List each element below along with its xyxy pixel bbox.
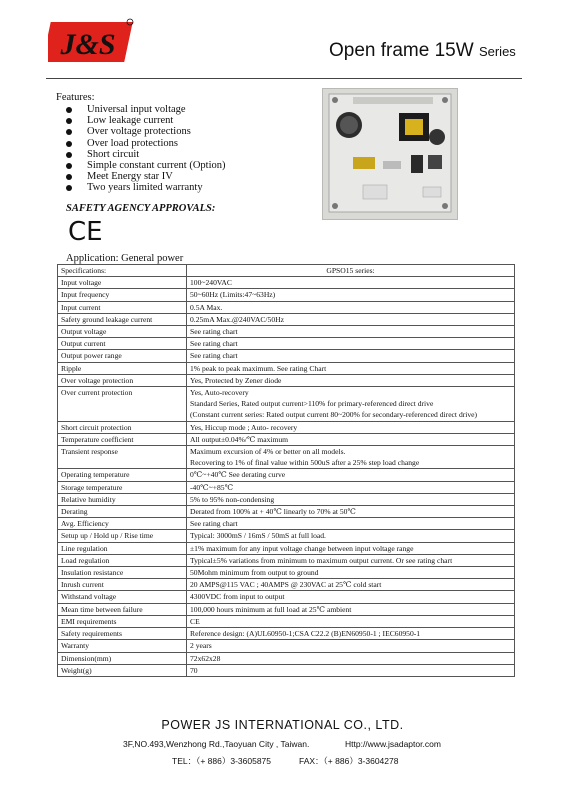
spec-value	[187, 664, 515, 676]
mounting-hole-icon	[332, 203, 338, 209]
spec-value	[187, 301, 515, 313]
feature-item	[62, 138, 226, 149]
spec-label: Safety requirements	[58, 628, 187, 640]
spec-value	[187, 542, 515, 554]
table-row	[58, 603, 515, 615]
logo-text: J&S	[60, 28, 116, 61]
spec-value	[187, 446, 515, 469]
feature-item	[62, 182, 226, 193]
table-row	[58, 277, 515, 289]
title-main: Open frame 15W	[329, 40, 479, 61]
table-row	[58, 289, 515, 301]
spec-table-body	[58, 265, 515, 677]
bullet-icon	[66, 107, 72, 113]
resistor-icon	[383, 161, 401, 169]
table-row	[58, 387, 515, 422]
spec-value-line: All output±0.04%/℃ maximum	[190, 434, 289, 444]
bullet-icon	[66, 129, 72, 135]
spec-value	[187, 350, 515, 362]
spec-value	[187, 628, 515, 640]
spec-value-line: 0.5A Max.	[190, 302, 223, 312]
spec-value-line: 70	[190, 665, 198, 675]
spec-label: Storage temperature	[58, 481, 187, 493]
spec-label: Output power range	[58, 350, 187, 362]
spec-label: Mean time between failure	[58, 603, 187, 615]
connector-icon	[363, 185, 387, 199]
spec-value	[187, 421, 515, 433]
spec-value	[187, 652, 515, 664]
bullet-icon	[66, 174, 72, 180]
table-row	[58, 446, 515, 469]
table-row	[58, 567, 515, 579]
spec-value	[187, 615, 515, 627]
spec-value	[187, 506, 515, 518]
table-row	[58, 326, 515, 338]
spec-value-line: -40℃~+85℃	[190, 482, 234, 492]
spec-value	[187, 362, 515, 374]
feature-item	[62, 160, 226, 171]
x-capacitor-icon	[353, 157, 375, 169]
spec-value-line: 4300VDC from input to output	[190, 592, 285, 602]
spec-value-line: Maximum excursion of 4% or better on all models.	[190, 447, 346, 457]
spec-value-line: 5% to 95% non-condensing	[190, 494, 275, 504]
spec-value	[187, 289, 515, 301]
company-fax: FAX：（+ 886）3-3604278	[299, 756, 399, 766]
spec-label: Over current protection	[58, 387, 187, 422]
spec-value-line: 50~60Hz (Limits:47~63Hz)	[190, 290, 276, 300]
table-row	[58, 338, 515, 350]
bullet-icon	[66, 118, 72, 124]
spec-header-value: GPSO15 series:	[187, 265, 515, 277]
spec-label: Input frequency	[58, 289, 187, 301]
spec-value-line: 2 years	[190, 641, 212, 651]
output-capacitor-icon	[429, 129, 445, 145]
table-row	[58, 350, 515, 362]
spec-label: Withstand voltage	[58, 591, 187, 603]
ce-mark-text: CE	[68, 218, 103, 244]
title-series: Series	[478, 44, 516, 59]
spec-value-line: See rating chart	[190, 351, 238, 361]
spec-value-line: Typical±5% variations from minimum to maximum output current. Or see rating chart	[190, 555, 453, 565]
spec-value-line: Yes, Protected by Zener diode	[190, 375, 282, 385]
table-row	[58, 313, 515, 325]
spec-value	[187, 374, 515, 386]
spec-value-line: 0℃~+40℃ See derating curve	[190, 470, 286, 480]
spec-label: Inrush current	[58, 579, 187, 591]
feature-text: Two years limited warranty	[87, 182, 203, 194]
table-row	[58, 301, 515, 313]
spec-value	[187, 567, 515, 579]
spec-label: Load regulation	[58, 554, 187, 566]
spec-value	[187, 313, 515, 325]
bullet-icon	[66, 141, 72, 147]
spec-value	[187, 518, 515, 530]
features-list	[62, 104, 226, 194]
feature-text: Over load protections	[87, 137, 178, 149]
table-row	[58, 554, 515, 566]
table-row	[58, 591, 515, 603]
spec-label: Short circuit protection	[58, 421, 187, 433]
spec-value-line: Recovering to 1% of final value within 500uS after a 25% step load change	[190, 458, 420, 468]
diode-icon	[411, 155, 423, 173]
spec-value-line: 20 AMPS@115 VAC ; 40AMPS @ 230VAC at 25℃ cold start	[190, 580, 382, 590]
spec-value	[187, 530, 515, 542]
feature-text: Universal input voltage	[87, 104, 186, 115]
spec-label: Input current	[58, 301, 187, 313]
spec-value-line: See rating chart	[190, 339, 238, 349]
spec-value	[187, 338, 515, 350]
capacitor-top-icon	[340, 116, 358, 134]
table-row	[58, 481, 515, 493]
spec-value-line: 0.25mA Max.@240VAC/50Hz	[190, 314, 284, 324]
table-row	[58, 579, 515, 591]
pcb-silkscreen	[353, 97, 433, 104]
spec-value-line: Standard Series, Rated output current>110% for primary-referenced direct drive	[190, 399, 434, 409]
feature-item	[62, 104, 226, 115]
company-url[interactable]: Http://www.jsadaptor.com	[345, 739, 441, 749]
spec-value-line: ±1% maximum for any input voltage change between input voltage range	[190, 543, 414, 553]
mounting-hole-icon	[332, 97, 338, 103]
table-row	[58, 628, 515, 640]
spec-label: Line regulation	[58, 542, 187, 554]
product-photo	[322, 88, 458, 220]
spec-label: Avg. Efficiency	[58, 518, 187, 530]
spec-value	[187, 481, 515, 493]
spec-value	[187, 554, 515, 566]
mounting-hole-icon	[442, 97, 448, 103]
spec-value-line: Reference design: (A)UL60950-1;CSA C22.2 (B)EN60950-1 ; IEC60950-1	[190, 629, 421, 639]
company-name: POWER JS INTERNATIONAL CO., LTD.	[161, 718, 404, 732]
bullet-icon	[66, 163, 72, 169]
spec-value	[187, 493, 515, 505]
brand-logo	[48, 16, 138, 66]
spec-value-line: 100,000 hours minimum at full load at 25℃ ambient	[190, 604, 352, 614]
spec-value-line: Yes, Hiccup mode ; Auto- recovery	[190, 422, 298, 432]
spec-label: EMI requirements	[58, 615, 187, 627]
spec-value	[187, 640, 515, 652]
spec-value-line: See rating chart	[190, 327, 238, 337]
bullet-icon	[66, 185, 72, 191]
spec-table-header-row	[58, 265, 515, 277]
spec-value	[187, 326, 515, 338]
spec-table	[57, 264, 515, 677]
table-row	[58, 615, 515, 627]
feature-text: Low leakage current	[87, 115, 174, 127]
table-row	[58, 652, 515, 664]
application-label: Application: General power	[66, 253, 184, 264]
spec-value	[187, 433, 515, 445]
spec-value	[187, 603, 515, 615]
feature-item	[62, 149, 226, 160]
spec-value-line: 1% peak to peak maximum. See rating Chart	[190, 363, 327, 373]
mounting-hole-icon	[442, 203, 448, 209]
spec-value-line: Typical: 3000mS / 16mS / 50mS at full load.	[190, 531, 326, 541]
features-heading: Features:	[56, 92, 95, 103]
table-row	[58, 362, 515, 374]
spec-label: Output current	[58, 338, 187, 350]
table-row	[58, 664, 515, 676]
spec-value	[187, 469, 515, 481]
spec-label: Output voltage	[58, 326, 187, 338]
spec-label: Temperature coefficient	[58, 433, 187, 445]
feature-item	[62, 115, 226, 126]
table-row	[58, 469, 515, 481]
spec-label: Setup up / Hold up / Rise time	[58, 530, 187, 542]
spec-label: Warranty	[58, 640, 187, 652]
spec-value	[187, 579, 515, 591]
spec-label: Over voltage protection	[58, 374, 187, 386]
spec-label: Dimension(mm)	[58, 652, 187, 664]
table-row	[58, 374, 515, 386]
spec-label: Ripple	[58, 362, 187, 374]
spec-value-line: Derated from 100% at + 40℃ linearly to 70% at 50℃	[190, 507, 356, 517]
table-row	[58, 542, 515, 554]
spec-value-line: CE	[190, 616, 200, 626]
spec-value-line: See rating chart	[190, 519, 238, 529]
table-row	[58, 506, 515, 518]
spec-label: Safety ground leakage current	[58, 313, 187, 325]
bullet-icon	[66, 152, 72, 158]
spec-value-line: 50Mohm minimum from output to ground	[190, 568, 319, 578]
company-tel: TEL：（+ 886）3-3605875	[172, 756, 271, 766]
output-connector-icon	[423, 187, 441, 197]
product-title	[329, 40, 516, 62]
feature-text: Over voltage protections	[87, 126, 191, 138]
spec-value-line: Yes, Auto-recovery	[190, 388, 249, 398]
table-row	[58, 640, 515, 652]
spec-label: Insulation resistance	[58, 567, 187, 579]
spec-value	[187, 387, 515, 422]
table-row	[58, 493, 515, 505]
spec-label: Input voltage	[58, 277, 187, 289]
company-address: 3F,NO.493,Wenzhong Rd.,Taoyuan City , Taiwan.	[123, 739, 310, 749]
header-divider	[46, 78, 522, 79]
safety-approvals-heading: SAFETY AGENCY APPROVALS:	[66, 203, 216, 214]
ce-mark-icon	[68, 218, 104, 244]
feature-item	[62, 126, 226, 137]
spec-value-line: 72x62x28	[190, 653, 221, 663]
table-row	[58, 518, 515, 530]
feature-item	[62, 171, 226, 182]
feature-text: Simple constant current (Option)	[87, 160, 226, 172]
feature-text: Short circuit	[87, 148, 140, 160]
table-row	[58, 433, 515, 445]
spec-label: Relative humidity	[58, 493, 187, 505]
table-row	[58, 530, 515, 542]
spec-header-label: Specifications:	[58, 265, 187, 277]
table-row	[58, 421, 515, 433]
spec-label: Operating temperature	[58, 469, 187, 481]
spec-value-line: 100~240VAC	[190, 278, 232, 288]
spec-value-line: (Constant current series: Rated output current 80~200% for secondary-referenced direct drive)	[190, 410, 478, 420]
spec-value	[187, 591, 515, 603]
spec-value	[187, 277, 515, 289]
inductor-icon	[428, 155, 442, 169]
transformer-core-icon	[405, 119, 423, 135]
spec-label: Transient response	[58, 446, 187, 469]
spec-label: Weight(g)	[58, 664, 187, 676]
spec-label: Derating	[58, 506, 187, 518]
feature-text: Meet Energy star IV	[87, 171, 173, 183]
